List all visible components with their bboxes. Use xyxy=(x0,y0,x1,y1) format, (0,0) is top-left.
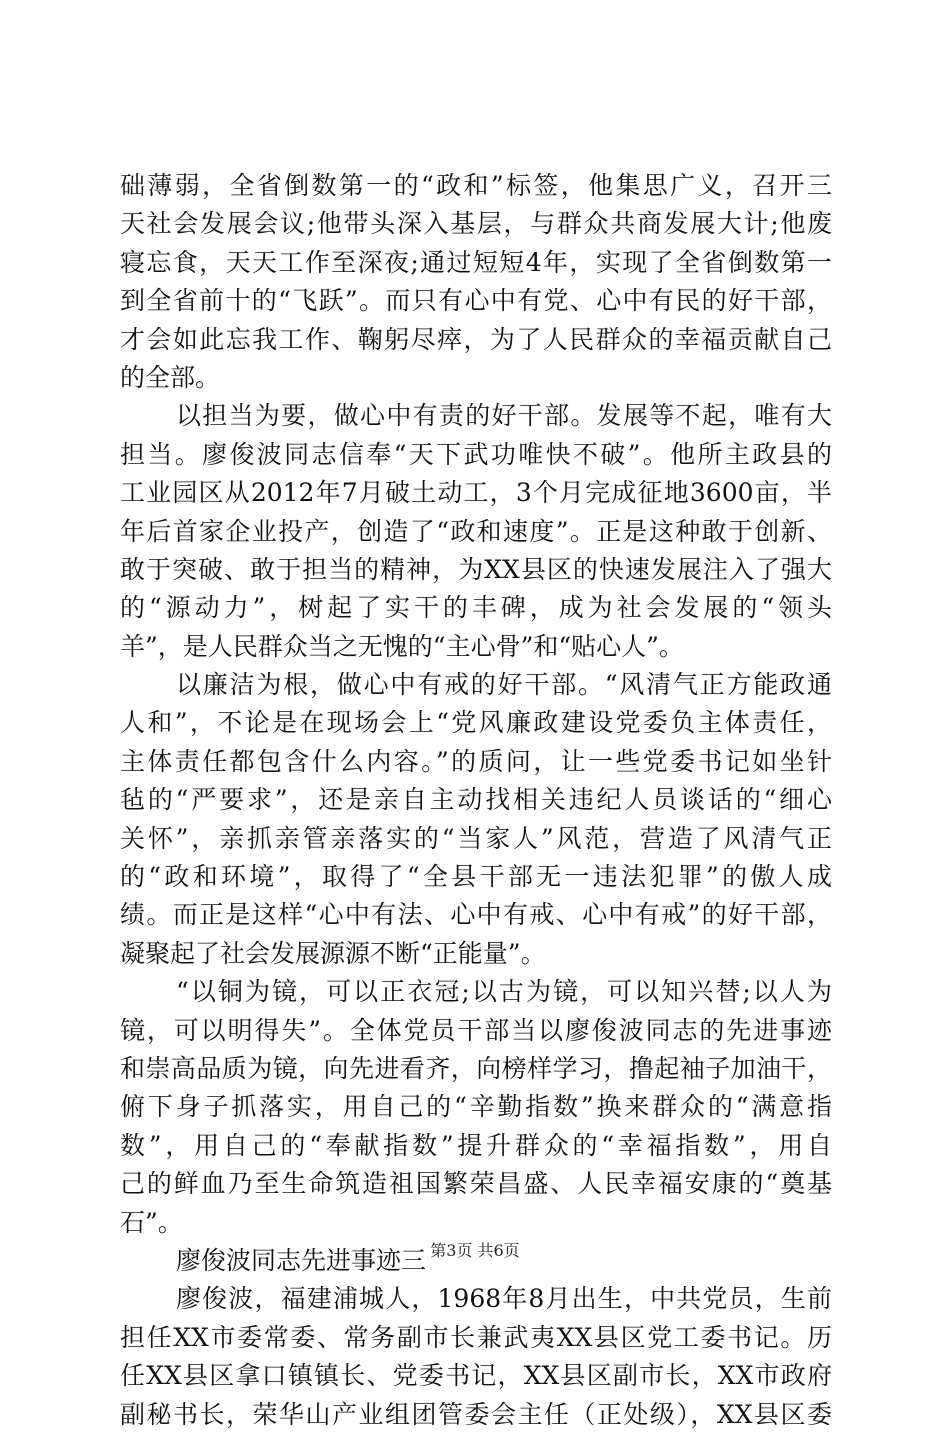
text-line: 主体责任都包含什么内容。”的质问，让一些党委书记如坐针 xyxy=(120,746,832,776)
text-line: 天社会发展会议;他带头深入基层，与群众共商发展大计;他废 xyxy=(120,209,832,239)
text-line: 年后首家企业投产，创造了“政和速度”。正是这种敢于创新、 xyxy=(120,516,832,546)
page-footer: 第3页 共6页 xyxy=(430,1241,520,1260)
text-line: 担当。廖俊波同志信奉“天下武功唯快不破”。他所主政县的 xyxy=(120,439,832,469)
text-line: 羊”，是人民群众当之无愧的“主心骨”和“贴心人”。 xyxy=(120,631,684,661)
text-line: 寝忘食，天天工作至深夜;通过短短4年，实现了全省倒数第一 xyxy=(120,247,832,277)
text-line: 的“源动力”，树起了实干的丰碑，成为社会发展的“领头 xyxy=(120,593,832,623)
text-line: 以廉洁为根，做心中有戒的好干部。“风清气正方能政通 xyxy=(176,670,832,700)
text-line: 才会如此忘我工作、鞠躬尽瘁，为了人民群众的幸福贡献自己 xyxy=(120,324,832,354)
text-line: 俯下身子抓落实，用自己的“辛勤指数”换来群众的“满意指 xyxy=(120,1092,832,1122)
text-line: 到全省前十的“飞跃”。而只有心中有党、心中有民的好干部， xyxy=(120,286,832,316)
text-line: 毡的“严要求”，还是亲自主动找相关违纪人员谈话的“细心 xyxy=(120,785,832,815)
text-line: 担任XX市委常委、常务副市长兼武夷XX县区党工委书记。历 xyxy=(120,1322,832,1352)
text-line: 以担当为要，做心中有责的好干部。发展等不起，唯有大 xyxy=(176,401,832,431)
text-line: 的全部。 xyxy=(120,362,221,392)
text-line: 和崇高品质为镜，向先进看齐，向榜样学习，撸起袖子加油干， xyxy=(120,1053,832,1083)
text-line: 关怀”，亲抓亲管亲落实的“当家人”风范，营造了风清气正 xyxy=(120,823,832,853)
text-line: 工业园区从2012年7月破土动工，3个月完成征地3600亩，半 xyxy=(120,478,832,508)
text-line: 副秘书长，荣华山产业组团管委会主任（正处级），XX县区委 xyxy=(120,1399,832,1429)
text-line: 己的鲜血乃至生命筑造祖国繁荣昌盛、人民幸福安康的“奠基 xyxy=(120,1169,832,1199)
text-line: 廖俊波同志先进事迹三 xyxy=(176,1245,427,1275)
text-line: 凝聚起了社会发展源源不断“正能量”。 xyxy=(120,938,546,968)
text-line: 任XX县区拿口镇镇长、党委书记，XX县区副市长，XX市政府 xyxy=(120,1361,832,1391)
text-line: “以铜为镜，可以正衣冠;以古为镜，可以知兴替;以人为 xyxy=(176,977,832,1007)
text-line: 础薄弱，全省倒数第一的“政和”标签，他集思广义，召开三 xyxy=(120,171,832,200)
text-line: 绩。而正是这样“心中有法、心中有戒、心中有戒”的好干部， xyxy=(120,900,832,930)
text-line: 石”。 xyxy=(120,1207,183,1237)
text-line: 敢于突破、敢于担当的精神，为XX县区的快速发展注入了强大 xyxy=(120,554,832,584)
text-line: 数”，用自己的“奉献指数”提升群众的“幸福指数”，用自 xyxy=(120,1130,832,1160)
text-line: 的“政和环境”，取得了“全县干部无一违法犯罪”的傲人成 xyxy=(120,862,832,892)
text-line: 镜，可以明得失”。全体党员干部当以廖俊波同志的先进事迹 xyxy=(120,1015,832,1045)
text-line: 人和”，不论是在现场会上“党风廉政建设党委负主体责任， xyxy=(120,708,832,738)
text-line: 廖俊波，福建浦城人，1968年8月出生，中共党员，生前 xyxy=(176,1284,832,1314)
